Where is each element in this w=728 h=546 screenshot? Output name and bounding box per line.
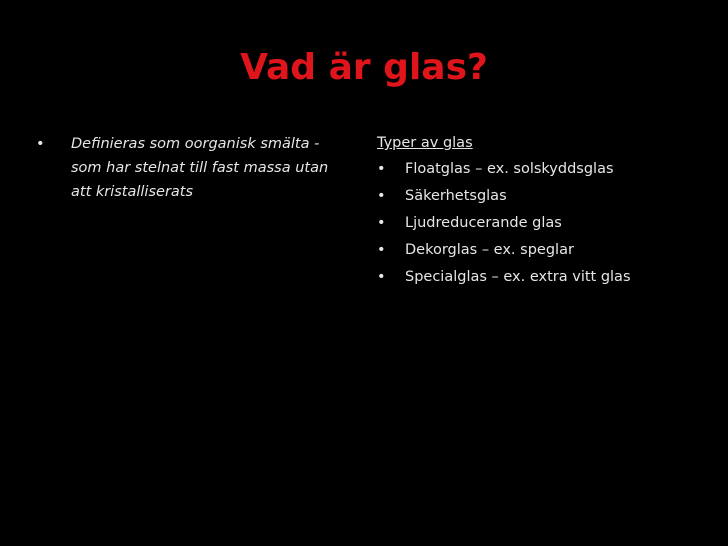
list-item-label: Floatglas – ex. solskyddsglas bbox=[405, 161, 614, 177]
list-item-label: Specialglas – ex. extra vitt glas bbox=[405, 269, 631, 285]
bullet-icon: • bbox=[377, 269, 386, 285]
bullet-icon: • bbox=[377, 215, 386, 231]
list-item-label: Ljudreducerande glas bbox=[405, 215, 562, 231]
list-item bbox=[377, 183, 717, 210]
right-column bbox=[377, 132, 717, 291]
list-item bbox=[377, 156, 717, 183]
left-column bbox=[36, 132, 346, 204]
list-item-label: Dekorglas – ex. speglar bbox=[405, 242, 574, 258]
bullet-icon: • bbox=[377, 161, 386, 177]
bullet-icon: • bbox=[377, 188, 386, 204]
list-item-label: Säkerhetsglas bbox=[405, 188, 507, 204]
glass-types-heading: Typer av glas bbox=[377, 135, 473, 151]
list-item bbox=[377, 210, 717, 237]
list-item bbox=[377, 264, 717, 291]
bullet-icon: • bbox=[377, 242, 386, 258]
list-item bbox=[377, 237, 717, 264]
slide-title: Vad är glas? bbox=[240, 47, 488, 88]
definition-text: Definieras som oorganisk smälta - som har stelnat till fast massa utan att kristalliserats bbox=[71, 136, 329, 200]
bullet-icon: • bbox=[36, 136, 45, 152]
left-bullet-item bbox=[36, 132, 346, 204]
